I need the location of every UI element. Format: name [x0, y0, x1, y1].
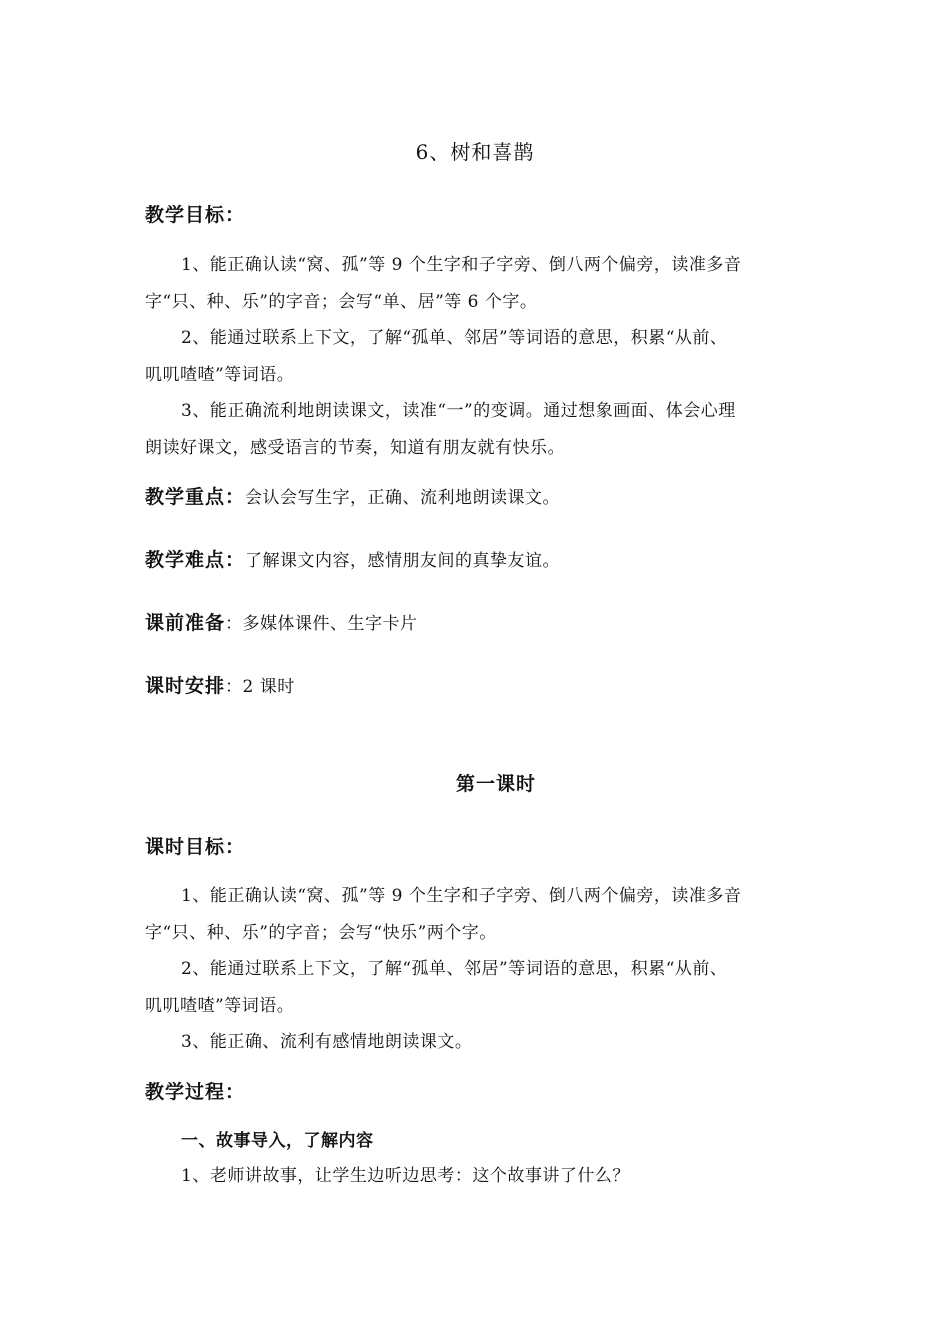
- teaching-focus: [145, 484, 808, 511]
- section-1-item-1: 1、老师讲故事，让学生边听边思考：这个故事讲了什么？: [181, 1166, 630, 1186]
- lesson-preparation-text: ：多媒体课件、生字卡片: [225, 614, 418, 634]
- goal-2-line-1: 2、能通过联系上下文，了解“孤单、邻居”等词语的意思，积累“从前、: [181, 328, 728, 348]
- lesson-schedule-label: 课时安排: [145, 675, 226, 697]
- goal-2-line-2: 叽叽喳喳”等词语。: [145, 365, 295, 385]
- lesson-preparation-label: 课前准备: [145, 612, 226, 634]
- teaching-focus-label: 教学重点：: [145, 486, 246, 508]
- lesson-goal-1-line-1: 1、能正确认读“窝、孤”等 9 个生字和子字旁、倒八两个偏旁，读准多音: [181, 886, 742, 906]
- teaching-focus-text: 会认会写生字，正确、流利地朗读课文。: [245, 488, 561, 508]
- lesson-schedule: [145, 673, 808, 700]
- teaching-difficulty: [145, 547, 808, 574]
- lesson-goals-heading: 课时目标：: [145, 836, 246, 858]
- goal-1-line-1: 1、能正确认读“窝、孤”等 9 个生字和子字旁、倒八两个偏旁，读准多音: [181, 255, 742, 275]
- lesson-preparation: [145, 610, 808, 637]
- goal-3-line-2: 朗读好课文，感受语言的节奏，知道有朋友就有快乐。: [145, 438, 565, 458]
- teaching-goals-heading: 教学目标：: [145, 204, 246, 226]
- teaching-process-heading: 教学过程：: [145, 1081, 246, 1103]
- teaching-difficulty-label: 教学难点：: [145, 549, 246, 571]
- teaching-difficulty-text: 了解课文内容，感情朋友间的真挚友谊。: [245, 551, 561, 571]
- lesson-goal-2-line-2: 叽叽喳喳”等词语。: [145, 996, 295, 1016]
- lesson-goal-1-line-2: 字“只、种、乐”的字音；会写“快乐”两个字。: [145, 923, 497, 943]
- goal-1-line-2: 字“只、种、乐”的字音；会写“单、居”等 6 个字。: [145, 292, 538, 312]
- lesson-schedule-text: ：2 课时: [225, 677, 295, 697]
- lesson-goal-2-line-1: 2、能通过联系上下文，了解“孤单、邻居”等词语的意思，积累“从前、: [181, 959, 728, 979]
- lesson-goal-3-line-1: 3、能正确、流利有感情地朗读课文。: [181, 1032, 473, 1052]
- lesson-1-title: 第一课时: [455, 773, 536, 795]
- document-title: 6、树和喜鹊: [415, 140, 535, 164]
- section-1-title: 一、故事导入，了解内容: [181, 1131, 374, 1151]
- goal-3-line-1: 3、能正确流利地朗读课文，读准“一”的变调。通过想象画面、体会心理: [181, 401, 736, 421]
